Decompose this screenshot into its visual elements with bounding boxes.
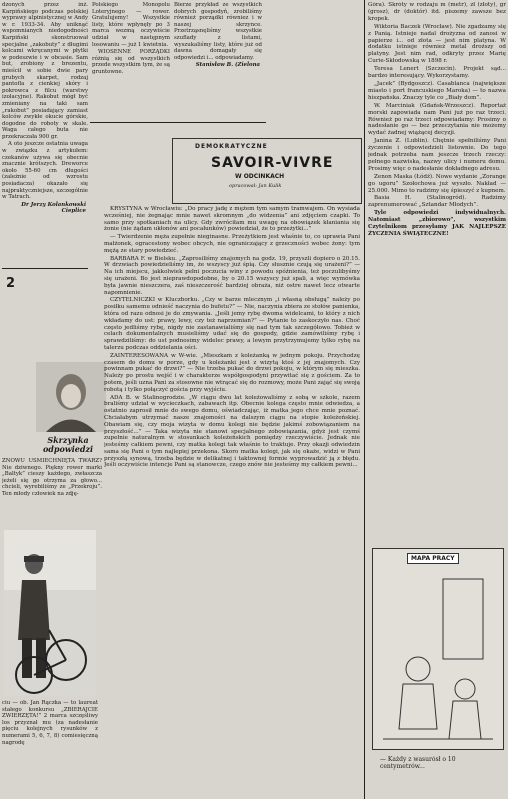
cyclist-photo <box>4 530 96 696</box>
author-signature: Dr Jerzy Kolankowski Cieplice <box>21 201 86 215</box>
closing-wishes: Tyle odpowiedzi indywidualnych. Natomiast „zbiorowo”, wszystkim Czytelnikom przesyłamy JAK NAJLEPSZE ŻYCZENIA ŚWIĄTECZNE! <box>368 210 506 237</box>
banner-top: DEMOKRATYCZNE <box>195 143 268 150</box>
letter-barbara: BARBARA F. w Bielsku. „Zaprosiliśmy znajomych na godz. 19, przyszli dopiero o 20.15. W drzwiach powiedzieliśmy im, że wszyscy już śpią. Czy słusznie czują się urażeni?” — Na ich miejscu, jakkolwiek pełni poczucia winy z powodu spóźnienia, też poczulibyśmy się urażeni. Bo jest nieprawdopodobne, by o 20.15 wszyscy już spali, a więc wymówka była jawnie nieszczera, zaś nieszczerość bardziej obraża, niż ostre nawet lecz otwarte napomnienie. <box>104 255 360 296</box>
column-2 <box>92 2 170 120</box>
letter-kluczbork: CZYTELNICZKI w Kluczborku. „Czy w barze mlecznym „i własną obsługą” należy po posiłku samemu odnieść naczynia do bufetu?” — Nie, naczynia zbiera ze stołów panienka, która od razu odnosi je do zmywania. „Jeśli jemy rybę dwoma widelcami, to który z nich wkładamy do ust: prawy, lewy, czy też naprzemian?” — Pytanie to zaskoczyło nas. Choć często jedliśmy rybę, nigdy nie zastanawialiśmy się nad tym tak szczegółowo. Tobież w celach dokumentalnych musieliśmy udać się do gospody, gdzie zamówiliśmy rybę i sprawdziliśmy: do ust podnosimy widelec prawy, a lewym przytrzymujemy tylko rybę na talerzu podczas oddzielania ości. <box>104 297 360 351</box>
article-text: — Twierdzenie męża zupełnie nieginasne. Przeżytkiem jest właśnie to, co uprawia Pani małżonek, ogracestony wobec obcych, nie ograniczający z grzeczności wobec żony: tym mężą ze stary powiedzieć. <box>104 234 360 254</box>
right-column <box>368 2 506 542</box>
answer-text: Zenon Maska (Łódź). Nowe wydanie „Zorange go ugoru” Szołochowa już wyszło. Nakład — 25.000. Mimo to radzimy się śpieszyć z kupnem. <box>368 173 506 194</box>
column-1-bottom <box>2 700 98 796</box>
section-number: 2 <box>6 276 16 291</box>
article-text: Bierze przykład ze wszystkich dobrych gospodyń, zrobiliśmy również porządki równiez i w naszej skrzynce. Przetrząsnęliśmy wszystkie szuflady z listami, wyszukaliśmy listy, które już od dawna domagały się odpowiedzi i... odpowiadamy. <box>174 2 262 61</box>
article-text: dzonych przez inż. Karpińskiego podczas polskiej wyprawy alpinistycznej w Andy w r. 1933-34. Aby uniknąć wspomnianych niedogodności Karpiński skonstruował specjalne „zakobuty” z długimi kolcami wkręcanymi w płytki w podeszwie i w obcasie. Sam but, zrobiony z brezentu, mieścił w sobie dwie pary grubych skarpet, rodzaj pantofla z cienkiej skóry i pokrowca z filcu (warstwy izolacyjne). Rakobut mógł być zmieniany na taki sam „rakobut” posiadający zamiast kolców zwykłe okucie górskie, dogodne do roboty w skale. Waga całego buta nie przekraczała 900 gr. <box>2 2 88 140</box>
section-heading: Skrzynka odpowiedzi <box>42 435 94 454</box>
main-article <box>104 206 360 796</box>
answer-text: Janina Z. (Lublin). Chętnie spełniliśmy Pani życzenie i odpowiedzieli listownie. Do tego jednak potrzeba nam jeszcze trzech rzeczy: pełnego nazwiska, nazwy ulicy i numeru domu. Prosimy więc o nadesłanie dokładnego adresu. <box>368 138 506 172</box>
answer-text: „Jacek” (Bydgoszcz). Casablanca (największe miasto i port francuskiego Maroka) — to nazwa hiszpańska. Znaczy tyle co „Biały dom”. <box>368 80 506 101</box>
divider-line <box>2 268 88 269</box>
letter-zainteresowana: ZAINTERESOWANA w W-wie. „Mieszkam z koleżanką w jednym pokoju. Przychodzę czasem do domu w porze, gdy u koleżanki jest z wizytą ktoś z jej znajomych. Czy powinnam pukać do drzwi?” — Nie trzeba pukać do drzwi pokoju, w którym się mieszka. Należy po prostu wejść i w charakterze współgospodyni przywitać się z gościem. Za to potem, jeśli uzna Pani za stosowne nie wtrącać się do rozmowy, może Pani zająć się swoją robotą i tylko połączyć gościa przy wyjściu. <box>104 352 360 393</box>
divider-line-vertical <box>364 0 365 799</box>
column-3 <box>174 2 262 120</box>
article-text: A oto jeszcze ostatnia uwaga w związku z artykułem: czekanów używa się obecnie znacznie krótszych. Dreworce około 55-60 cm długości (zależnie od wzrostu posiadacza) okazało się najpraktyczniejsze, szczególnie w Tatrach. <box>2 141 88 201</box>
woman-portrait-photo <box>36 362 106 432</box>
article-text: WIOSENNE PORZĄDKI różnią się od wszystkich przede wszystkim tym, że są gruntowne. <box>92 49 170 75</box>
savoir-vivre-banner <box>172 138 362 204</box>
author-signature: Stanisław B. (Zielona <box>195 62 260 69</box>
letter-krystyna: KRYSTYNA w Wrocławiu: „Do pracy jadę z mężem tym samym tramwajem. On wysiada wcześniej, nie żegnając mnie nawet skromnym „do widzenia” ani zdjęciem czapki. To samo przy spotkaniach na ulicy. Gdy zwróciłam mu uwagę na obowiązek kłaniania się żonie (nie żądam ukłonów ani pocałunków) powiedział, że to przeżytki...” <box>104 206 360 233</box>
answer-text: Wiktoria Baczek (Wrocław). Nie zgadzamy się z Panią. Istnieje nadal drożyzna od zanosi w papierze i... od złota — jest nim platyna. W dodatku istnieje również metal droższy od platyny. Jest nim rad, odkryty przez Marię Curie-Skłodowską w 1898 r. <box>368 23 506 65</box>
cartoon-caption: — Każdy z wasurósł o 10 centymetrów... <box>380 756 456 770</box>
answer-text: Teresa Lenert (Szczecin). Projekt sąd... bardzo interesujący. Wykorzystamy. <box>368 66 506 80</box>
answer-text: W. Marciniak (Gdańsk-Wrzeszcz). Reportaż morski zapowiada nam Pani już po raz trzeci. Również po raz trzeci odpowiadamy: Prosimy o nadesłanie go — bez przeczytania nie możemy wydać żadnej wiążącej decyzji. <box>368 102 506 137</box>
cartoon-label: MAPA PRACY <box>407 553 459 564</box>
cartoon <box>372 548 504 750</box>
letter-ada: ADA B. w Stalinogrodzie. „W ciągu dwu lat koleżowaliśmy z sobą w szkole, razem braliśmy udział w wycieczkach, zabawach itp. Obecnie kolega często mnie odwiedza, a ostatnio zaprosił mnie do swego domu, oświadczając, iż matka jego chce mnie poznać. Chciałabym utrzymać nasze znajomości na dalszym ciągu na stopie koleżeńskiej. Obawiam się, czy moja wizyta w domu kolegi nie będzie jakimś zobowiązaniem na przyszłość...” — Taka wizyta nie stanowi specjalnego zobowiązania, gdyż jest czymś zupełnie naturalnym w stosunkach koleżeńskich pomiędzy rzeczywiście. Jednak nie jesteśmy całkiem pewni, czy matka kolegi tak właśnie to traktuje. Przy okazji odwiedzin sama się Pani o tym najlepiej przekona. Skoro matka kolegi, jak się okaże, widzi w Pani przyszłą synową, trzeba będzie w delikatnej i taktownej formie wyprowadzić ją z błędu. Jeśli oczywiście intencje Pani są stanowcze, czego znów nie jesteśmy my całkiem pewni... <box>104 394 360 469</box>
banner-title: SAVOIR-VIVRE <box>211 155 334 171</box>
column-1-lower <box>2 458 102 528</box>
answer-text: Basia H. (Stalinogród). Radzimy zaprenumerować „Sztandar Młodych”. <box>368 195 506 209</box>
column-1 <box>2 2 88 264</box>
banner-credit: opracował: Jan Kulik <box>229 183 282 189</box>
article-text: ciu — ob. Jan Rączka — to laureat stałego konkursu „ZBIERAJCIE ZWIERZĘTA!” 2 marca szczęśliwy los przyznał mu (za nadesłanie pięciu kolejnych rysunków z numerami 5, 6, 7, 8) comiesięczną nagrodę <box>2 700 98 746</box>
banner-subtitle: W ODCINKACH <box>235 173 285 180</box>
divider-line <box>90 122 266 123</box>
article-text: Polskiego Monopolu Loteryjnego — rower. Gratulujemy! Wszystkie listy, które wpłynęły po 3 marca wezmą oczywiście udział w następnym losowaniu — już 1 kwietnia. <box>92 2 170 48</box>
answer-text: Góra). Skróty w rodzaju m (metr), zł (złoty), gr (grosz), dr (doktór) itd. piszemy zawsze bez kropek. <box>368 2 506 22</box>
article-text: ZNOWU UŚMIECHNIĘTA TWARZ? Nie dziwnego. Piękny rower marki „Baltyk” cieszy każdego, zwłaszcza jeżeli się go otrzyma za głowo... chcieli, wyrebiliśmy ze „Przekroju”. Ten młody człowiek na zdję- <box>2 458 102 497</box>
